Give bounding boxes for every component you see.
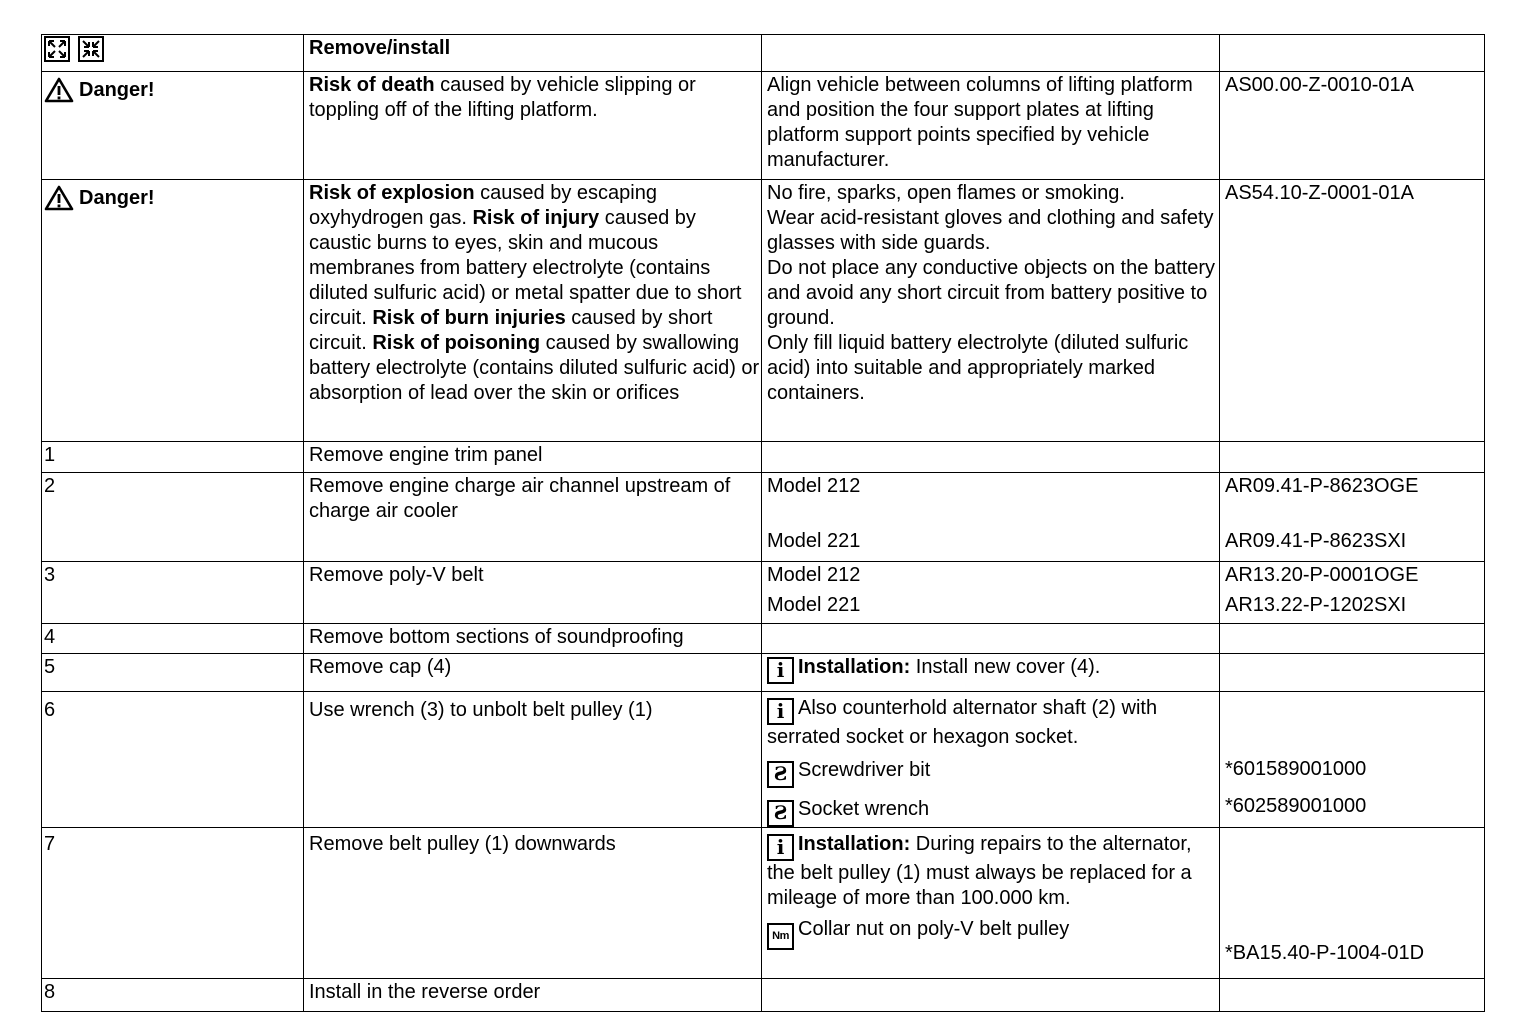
procedure-table — [41, 34, 1485, 1012]
risk-bold: Risk of injury — [472, 207, 600, 229]
risk-bold: Risk of poisoning — [372, 332, 541, 354]
step-refs — [1220, 473, 1485, 562]
risk-bold: Risk of explosion — [309, 182, 475, 204]
danger-risk-cell — [304, 180, 762, 442]
step-action: Remove engine charge air channel upstream of charge air cooler — [304, 473, 762, 562]
measure-line: Do not place any conductive objects on the battery and avoid any short circuit from battery positive to ground. — [767, 257, 1216, 329]
danger-ref[interactable]: AS00.00-Z-0010-01A — [1220, 72, 1485, 180]
torque-line — [767, 917, 1219, 950]
danger-label: Danger! — [79, 186, 155, 209]
model-note: Model 212 — [767, 564, 861, 586]
step-number: 3 — [42, 562, 304, 624]
measure-line: Wear acid-resistant gloves and clothing and safety glasses with side guards. — [767, 207, 1214, 254]
step-action: Remove bottom sections of soundproofing — [304, 624, 762, 654]
step-action: Remove engine trim panel — [304, 442, 762, 473]
installation-label: Installation: — [798, 833, 911, 855]
installation-text: During repairs to the alternator, the belt pulley (1) must always be replaced for a mileage of more than 100.000 km. — [767, 833, 1192, 909]
step-notes — [762, 473, 1220, 562]
step-row — [42, 692, 1485, 828]
risk-text: caused by escaping oxyhydrogen gas. — [309, 182, 657, 229]
tool-line — [767, 797, 1219, 827]
info-icon: i — [767, 698, 794, 725]
step-refs — [1220, 654, 1485, 692]
step-number: 2 — [42, 473, 304, 562]
step-action: Install in the reverse order — [304, 979, 762, 1012]
step-row — [42, 442, 1485, 473]
step-notes — [762, 624, 1220, 654]
warning-triangle-icon — [44, 77, 74, 103]
step-row — [42, 473, 1485, 562]
risk-text: caused by caustic burns to eyes, skin and mucous membranes from battery electrolyte (contains diluted sulfuric acid) or metal spatter due to short circuit. — [309, 207, 742, 329]
header-icons-cell — [42, 35, 304, 72]
measure-line: Only fill liquid battery electrolyte (diluted sulfuric acid) into suitable and appropriately marked containers. — [767, 332, 1189, 404]
step-number: 8 — [42, 979, 304, 1012]
step-notes — [762, 442, 1220, 473]
danger-risk-cell — [304, 72, 762, 180]
risk-bold: Risk of death — [309, 74, 435, 96]
step-row — [42, 624, 1485, 654]
step-refs — [1220, 692, 1485, 828]
step-notes — [762, 562, 1220, 624]
step-action: Remove cap (4) — [304, 654, 762, 692]
tool-icon: Ƨ — [767, 761, 794, 788]
step-refs — [1220, 442, 1485, 473]
risk-text: caused by swallowing battery electrolyte (contains diluted sulfuric acid) or absorption of lead over the skin or orifices — [309, 332, 760, 404]
risk-text: caused by short circuit. — [309, 307, 713, 354]
torque-ref[interactable]: *BA15.40-P-1004-01D — [1225, 942, 1425, 964]
step-notes — [762, 692, 1220, 828]
step-number: 1 — [42, 442, 304, 473]
step-notes — [762, 654, 1220, 692]
tool-ref[interactable]: *602589001000 — [1225, 795, 1367, 817]
step-number: 4 — [42, 624, 304, 654]
tool-line — [767, 758, 1219, 788]
model-note: Model 221 — [767, 530, 861, 552]
header-title: Remove/install — [304, 35, 762, 72]
collapse-icon[interactable] — [78, 36, 104, 62]
danger-measures-cell: Align vehicle between columns of lifting platform and position the four support plates at lifting platform support points specified by vehicle manufacturer. — [762, 72, 1220, 180]
step-number: 6 — [42, 692, 304, 828]
expand-icon[interactable] — [44, 36, 70, 62]
info-text: Also counterhold alternator shaft (2) with serrated socket or hexagon socket. — [767, 697, 1158, 748]
step-row — [42, 654, 1485, 692]
header-row — [42, 35, 1485, 72]
step-row — [42, 979, 1485, 1012]
risk-text: caused by vehicle slipping or toppling off of the lifting platform. — [309, 74, 696, 121]
step-row — [42, 828, 1485, 979]
tool-label: Socket wrench — [798, 798, 930, 820]
torque-label: Collar nut on poly-V belt pulley — [798, 918, 1070, 940]
measure-line: No fire, sparks, open flames or smoking. — [767, 182, 1125, 204]
danger-label: Danger! — [79, 78, 155, 101]
tool-label: Screwdriver bit — [798, 759, 931, 781]
header-empty-3 — [762, 35, 1220, 72]
header-empty-4 — [1220, 35, 1485, 72]
step-notes — [762, 979, 1220, 1012]
installation-label: Installation: — [798, 656, 911, 678]
step-action: Use wrench (3) to unbolt belt pulley (1) — [304, 692, 762, 828]
step-refs — [1220, 562, 1485, 624]
tool-ref[interactable]: *601589001000 — [1225, 758, 1367, 780]
model-note: Model 212 — [767, 475, 861, 497]
info-icon: i — [767, 657, 794, 684]
torque-icon: Nm — [767, 923, 794, 950]
doc-ref[interactable]: AR13.22-P-1202SXI — [1225, 594, 1407, 616]
danger-row — [42, 72, 1485, 180]
step-refs — [1220, 979, 1485, 1012]
tool-icon: Ƨ — [767, 800, 794, 827]
step-action: Remove poly-V belt — [304, 562, 762, 624]
warning-triangle-icon — [44, 185, 74, 211]
info-icon: i — [767, 834, 794, 861]
danger-label-cell — [42, 180, 304, 442]
step-number: 7 — [42, 828, 304, 979]
installation-text: Install new cover (4). — [910, 656, 1101, 678]
doc-ref[interactable]: AR13.20-P-0001OGE — [1225, 564, 1419, 586]
step-action: Remove belt pulley (1) downwards — [304, 828, 762, 979]
doc-ref[interactable]: AR09.41-P-8623OGE — [1225, 475, 1419, 497]
step-row — [42, 562, 1485, 624]
doc-ref[interactable]: AR09.41-P-8623SXI — [1225, 530, 1407, 552]
risk-bold: Risk of burn injuries — [372, 307, 566, 329]
step-refs — [1220, 828, 1485, 979]
danger-row — [42, 180, 1485, 442]
step-number: 5 — [42, 654, 304, 692]
step-refs — [1220, 624, 1485, 654]
step-notes — [762, 828, 1220, 979]
danger-label-cell — [42, 72, 304, 180]
danger-ref[interactable]: AS54.10-Z-0001-01A — [1220, 180, 1485, 442]
model-note: Model 221 — [767, 594, 861, 616]
danger-measures-cell — [762, 180, 1220, 442]
